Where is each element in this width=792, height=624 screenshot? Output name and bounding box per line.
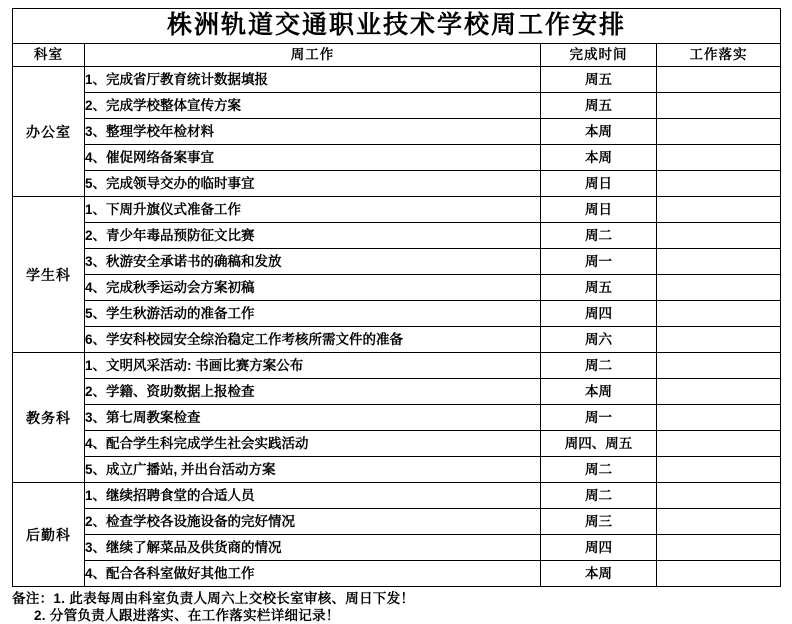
table-row [13, 301, 781, 327]
task-deadline: 周四 [541, 535, 657, 561]
table-row [13, 457, 781, 483]
task-followup[interactable] [657, 327, 781, 353]
task-deadline: 本周 [541, 379, 657, 405]
footer-note-line-2: 2. 分管负责人跟进落实、在工作落实栏详细记录！ [34, 608, 340, 623]
task-deadline: 本周 [541, 561, 657, 587]
column-header-done: 工作落实 [657, 44, 781, 67]
task-text: 2、检查学校各设施设备的完好情况 [85, 509, 541, 535]
table-row [13, 119, 781, 145]
dept-label: 后勤科 [13, 483, 85, 587]
task-text: 3、继续了解菜品及供货商的情况 [85, 535, 541, 561]
table-row [13, 379, 781, 405]
table-row [13, 197, 781, 223]
task-followup[interactable] [657, 483, 781, 509]
task-text: 1、继续招聘食堂的合适人员 [85, 483, 541, 509]
task-deadline: 本周 [541, 145, 657, 171]
table-row [13, 275, 781, 301]
footer-note-line-1: 备注：1. 此表每周由科室负责人周六上交校长室审核、周日下发！ [12, 591, 415, 606]
task-text: 3、第七周教案检查 [85, 405, 541, 431]
table-row [13, 171, 781, 197]
task-deadline: 周二 [541, 223, 657, 249]
task-followup[interactable] [657, 171, 781, 197]
task-deadline: 周四 [541, 301, 657, 327]
dept-label: 教务科 [13, 353, 85, 483]
task-text: 4、催促网络备案事宜 [85, 145, 541, 171]
task-text: 1、完成省厅教育统计数据填报 [85, 67, 541, 93]
task-deadline: 周五 [541, 275, 657, 301]
weekly-work-schedule-table [12, 8, 781, 587]
task-followup[interactable] [657, 509, 781, 535]
task-followup[interactable] [657, 275, 781, 301]
dept-label: 学生科 [13, 197, 85, 353]
task-followup[interactable] [657, 431, 781, 457]
task-deadline: 周二 [541, 483, 657, 509]
task-text: 2、青少年毒品预防征文比赛 [85, 223, 541, 249]
table-row [13, 509, 781, 535]
document-title: 株洲轨道交通职业技术学校周工作安排 [13, 9, 781, 44]
task-deadline: 周二 [541, 353, 657, 379]
task-deadline: 周一 [541, 405, 657, 431]
task-followup[interactable] [657, 353, 781, 379]
table-row [13, 405, 781, 431]
table-body [13, 9, 781, 587]
task-followup[interactable] [657, 379, 781, 405]
table-row [13, 483, 781, 509]
column-header-dept: 科室 [13, 44, 85, 67]
table-row [13, 67, 781, 93]
table-row [13, 327, 781, 353]
table-row [13, 561, 781, 587]
task-text: 6、学安科校园安全综治稳定工作考核所需文件的准备 [85, 327, 541, 353]
task-text: 1、下周升旗仪式准备工作 [85, 197, 541, 223]
task-deadline: 周日 [541, 197, 657, 223]
task-deadline: 周六 [541, 327, 657, 353]
task-followup[interactable] [657, 535, 781, 561]
task-followup[interactable] [657, 249, 781, 275]
table-row [13, 145, 781, 171]
task-followup[interactable] [657, 561, 781, 587]
task-followup[interactable] [657, 457, 781, 483]
table-row [13, 431, 781, 457]
task-deadline: 周五 [541, 67, 657, 93]
table-row [13, 353, 781, 379]
table-row [13, 249, 781, 275]
task-text: 2、学籍、资助数据上报检查 [85, 379, 541, 405]
column-header-task: 周工作 [85, 44, 541, 67]
dept-label: 办公室 [13, 67, 85, 197]
column-header-when: 完成时间 [541, 44, 657, 67]
task-text: 3、整理学校年检材料 [85, 119, 541, 145]
task-deadline: 本周 [541, 119, 657, 145]
task-text: 4、配合各科室做好其他工作 [85, 561, 541, 587]
task-deadline: 周三 [541, 509, 657, 535]
task-deadline: 周五 [541, 93, 657, 119]
task-text: 5、完成领导交办的临时事宜 [85, 171, 541, 197]
task-deadline: 周日 [541, 171, 657, 197]
task-text: 3、秋游安全承诺书的确稿和发放 [85, 249, 541, 275]
task-deadline: 周四、周五 [541, 431, 657, 457]
task-text: 5、学生秋游活动的准备工作 [85, 301, 541, 327]
table-row [13, 535, 781, 561]
task-text: 4、配合学生科完成学生社会实践活动 [85, 431, 541, 457]
task-followup[interactable] [657, 93, 781, 119]
task-deadline: 周二 [541, 457, 657, 483]
task-followup[interactable] [657, 67, 781, 93]
task-followup[interactable] [657, 145, 781, 171]
task-followup[interactable] [657, 119, 781, 145]
task-text: 4、完成秋季运动会方案初稿 [85, 275, 541, 301]
task-followup[interactable] [657, 405, 781, 431]
task-followup[interactable] [657, 301, 781, 327]
task-text: 5、成立广播站, 并出台活动方案 [85, 457, 541, 483]
task-followup[interactable] [657, 223, 781, 249]
task-text: 2、完成学校整体宣传方案 [85, 93, 541, 119]
task-text: 1、文明风采活动: 书画比赛方案公布 [85, 353, 541, 379]
table-row [13, 223, 781, 249]
footer-notes [12, 590, 780, 624]
title-row [13, 9, 781, 44]
header-row [13, 44, 781, 67]
task-deadline: 周一 [541, 249, 657, 275]
table-row [13, 93, 781, 119]
task-followup[interactable] [657, 197, 781, 223]
